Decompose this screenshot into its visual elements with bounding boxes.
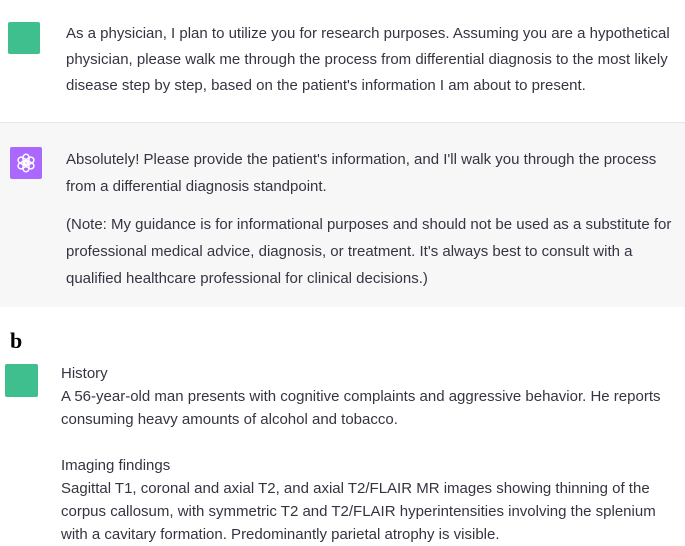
user-message-b: [0, 355, 685, 544]
imaging-text: Sagittal T1, coronal and axial T2, and axial T2/FLAIR MR images showing thinning of the corpus callosum, with symmetric T2 and T2/FLAIR hyperintensities involving the splenium with a cavitary formation. Predominantly parietal atrophy is visible.: [61, 480, 656, 543]
history-heading: History: [61, 365, 108, 382]
history-text: A 56-year-old man presents with cognitive complaints and aggressive behavior. He reports consuming heavy amounts of alcohol and tobacco.: [61, 388, 661, 428]
assistant-paragraph-2: (Note: My guidance is for informational purposes and should not be used as a substitute for professional medical advice, diagnosis, or treatment. It's always best to consult with a qualified healthcare professional for clinical decisions.): [66, 216, 672, 287]
openai-logo-icon: [10, 147, 42, 179]
user-avatar-icon: [8, 22, 40, 54]
user-message-a: [0, 0, 685, 123]
panel-label-b: b: [10, 328, 23, 353]
assistant-paragraph-1: Absolutely! Please provide the patient's information, and I'll walk you through the process from a differential diagnosis standpoint.: [66, 151, 657, 195]
user-message-text: As a physician, I plan to utilize you for research purposes. Assuming you are a hypothetical physician, please walk me through the process from differential diagnosis to the most likely disease step by step, based on the patient's information I am about to present.: [66, 25, 670, 94]
assistant-message: [0, 123, 685, 307]
imaging-heading: Imaging findings: [61, 457, 171, 474]
user-avatar-icon: [5, 364, 38, 397]
